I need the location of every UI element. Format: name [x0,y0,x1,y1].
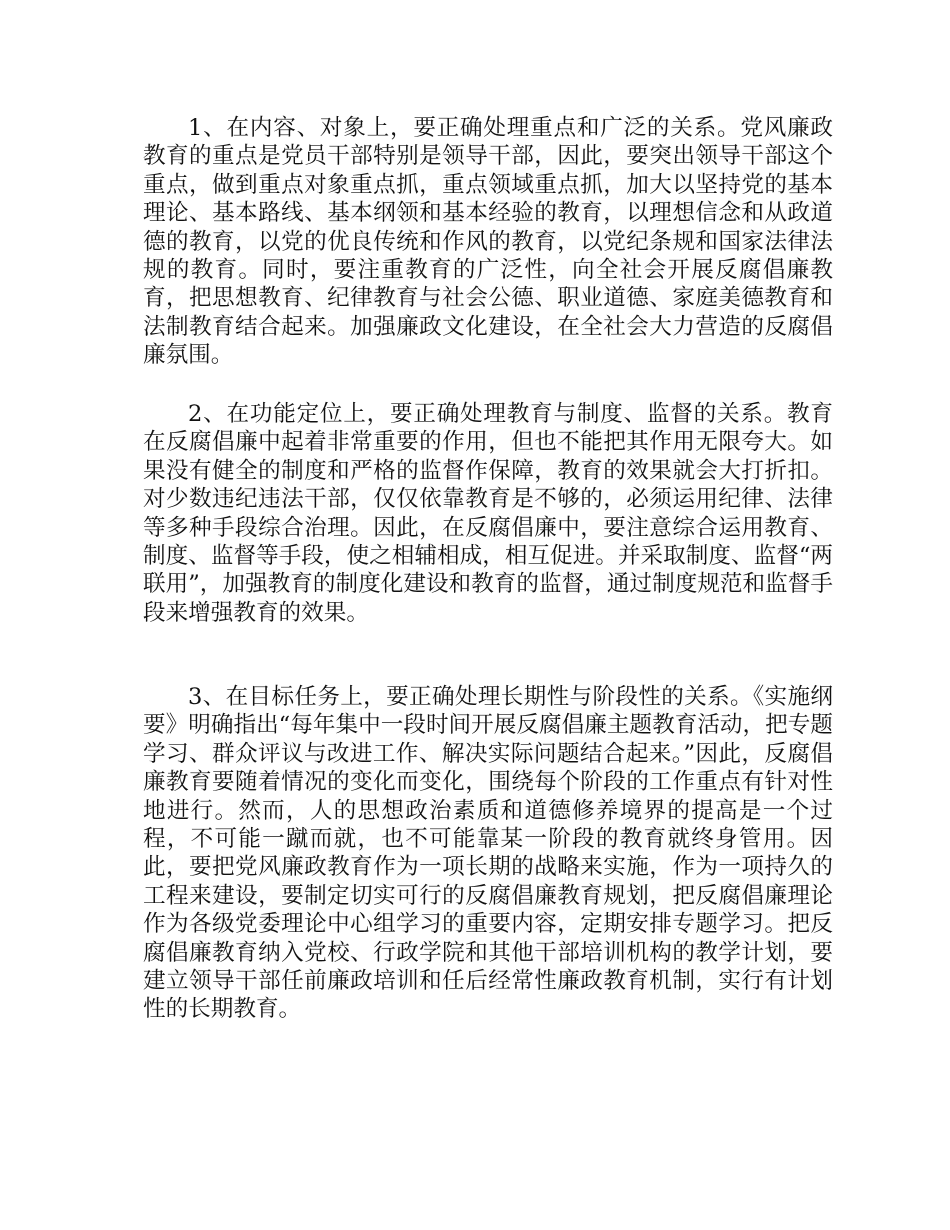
paragraph-2: 2、在功能定位上，要正确处理教育与制度、监督的关系。教育在反腐倡廉中起着非常重要的作用，但也不能把其作用无限夸大。如果没有健全的制度和严格的监督作保障，教育的效果就会大打折扣。对少数违纪违法干部，仅仅依靠教育是不够的，必须运用纪律、法律等多种手段综合治理。因此，在反腐倡廉中，要注意综合运用教育、制度、监督等手段，使之相辅相成，相互促进。并采取制度、监督“两联用”，加强教育的制度化建设和教育的监督，通过制度规范和监督手段来增强教育的效果。 [143,401,833,626]
paragraph-1: 1、在内容、对象上，要正确处理重点和广泛的关系。党风廉政教育的重点是党员干部特别是领导干部，因此，要突出领导干部这个重点，做到重点对象重点抓，重点领域重点抓，加大以坚持党的基本理论、基本路线、基本纲领和基本经验的教育，以理想信念和从政道德的教育，以党的优良传统和作风的教育，以党纪条规和国家法律法规的教育。同时，要注重教育的广泛性，向全社会开展反腐倡廉教育，把思想教育、纪律教育与社会公德、职业道德、家庭美德教育和法制教育结合起来。加强廉政文化建设，在全社会大力营造的反腐倡廉氛围。 [143,115,833,369]
paragraph-3: 3、在目标任务上，要正确处理长期性与阶段性的关系。《实施纲要》明确指出“每年集中一段时间开展反腐倡廉主题教育活动，把专题学习、群众评议与改进工作、解决实际问题结合起来。”因此，反腐倡廉教育要随着情况的变化而变化，围绕每个阶段的工作重点有针对性地进行。然而，人的思想政治素质和道德修养境界的提高是一个过程，不可能一蹴而就，也不可能靠某一阶段的教育就终身管用。因此，要把党风廉政教育作为一项长期的战略来实施，作为一项持久的工程来建设，要制定切实可行的反腐倡廉教育规划，把反腐倡廉理论作为各级党委理论中心组学习的重要内容，定期安排专题学习。把反腐倡廉教育纳入党校、行政学院和其他干部培训机构的教学计划，要建立领导干部任前廉政培训和任后经常性廉政教育机制，实行有计划性的长期教育。 [143,684,833,1023]
